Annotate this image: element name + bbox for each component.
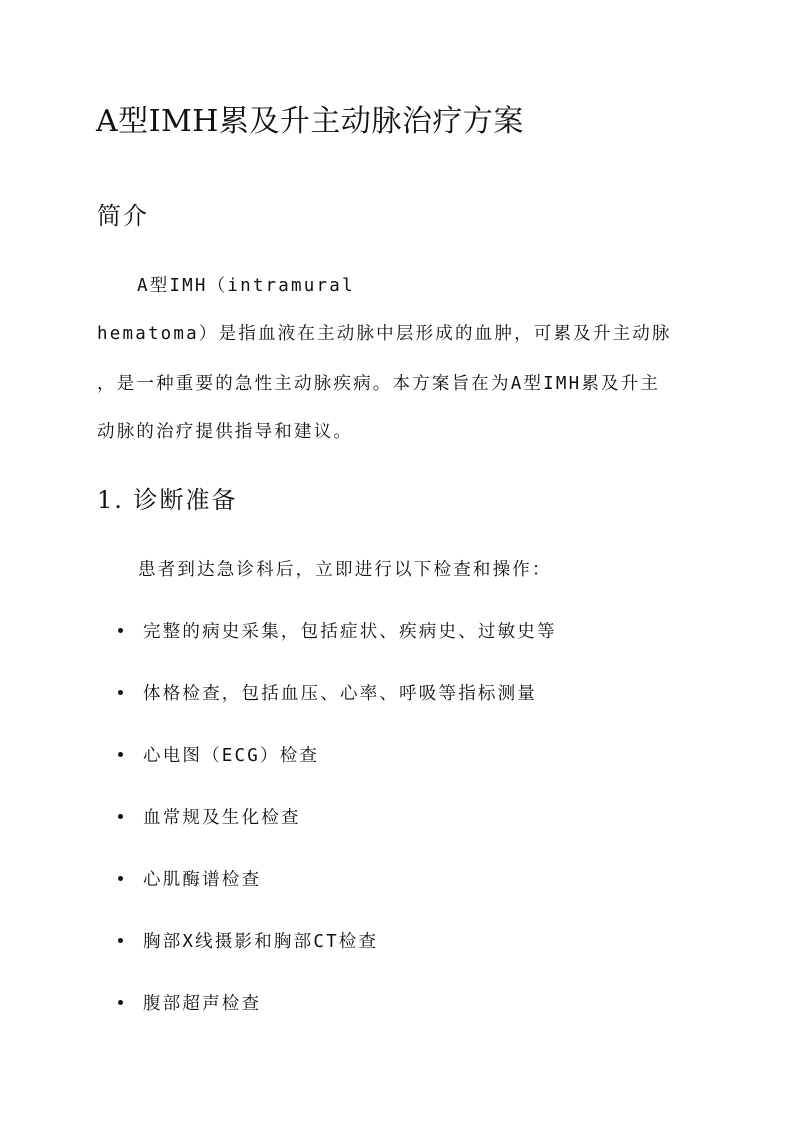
- intro-line: hematoma）是指血液在主动脉中层形成的血肿，可累及升主动脉: [97, 324, 672, 344]
- list-item-text: 血常规及生化检查: [143, 808, 301, 828]
- list-item: [118, 680, 537, 705]
- list-item: [118, 618, 557, 643]
- list-item-text: 腹部超声检查: [143, 994, 262, 1014]
- bullet-icon: [118, 814, 123, 819]
- list-item: [118, 990, 261, 1015]
- list-item: [118, 928, 378, 953]
- list-item: [118, 804, 301, 829]
- diagnosis-heading: 1. 诊断准备: [97, 486, 238, 514]
- list-item-text: 心肌酶谱检查: [143, 870, 262, 890]
- bullet-icon: [118, 1000, 123, 1005]
- list-item-text: 胸部X线摄影和胸部CT检查: [143, 932, 379, 952]
- document-title: A型IMH累及升主动脉治疗方案: [96, 104, 524, 139]
- diagnosis-lead-text: 患者到达急诊科后，立即进行以下检查和操作：: [138, 560, 552, 580]
- list-item-text: 体格检查，包括血压、心率、呼吸等指标测量: [143, 684, 537, 704]
- bullet-icon: [118, 876, 123, 881]
- list-item: [118, 742, 319, 767]
- intro-line: ，是一种重要的急性主动脉疾病。本方案旨在为A型IMH累及升主: [97, 374, 661, 394]
- intro-line: 动脉的治疗提供指导和建议。: [97, 422, 354, 442]
- bullet-icon: [118, 690, 123, 695]
- list-item-text: 心电图（ECG）检查: [143, 746, 320, 766]
- list-item-text: 完整的病史采集，包括症状、疾病史、过敏史等: [143, 622, 557, 642]
- bullet-icon: [118, 752, 123, 757]
- list-item: [118, 866, 261, 891]
- bullet-icon: [118, 628, 123, 633]
- intro-line: A型IMH（intramural: [137, 276, 355, 296]
- bullet-icon: [118, 938, 123, 943]
- intro-heading: 简介: [97, 202, 149, 230]
